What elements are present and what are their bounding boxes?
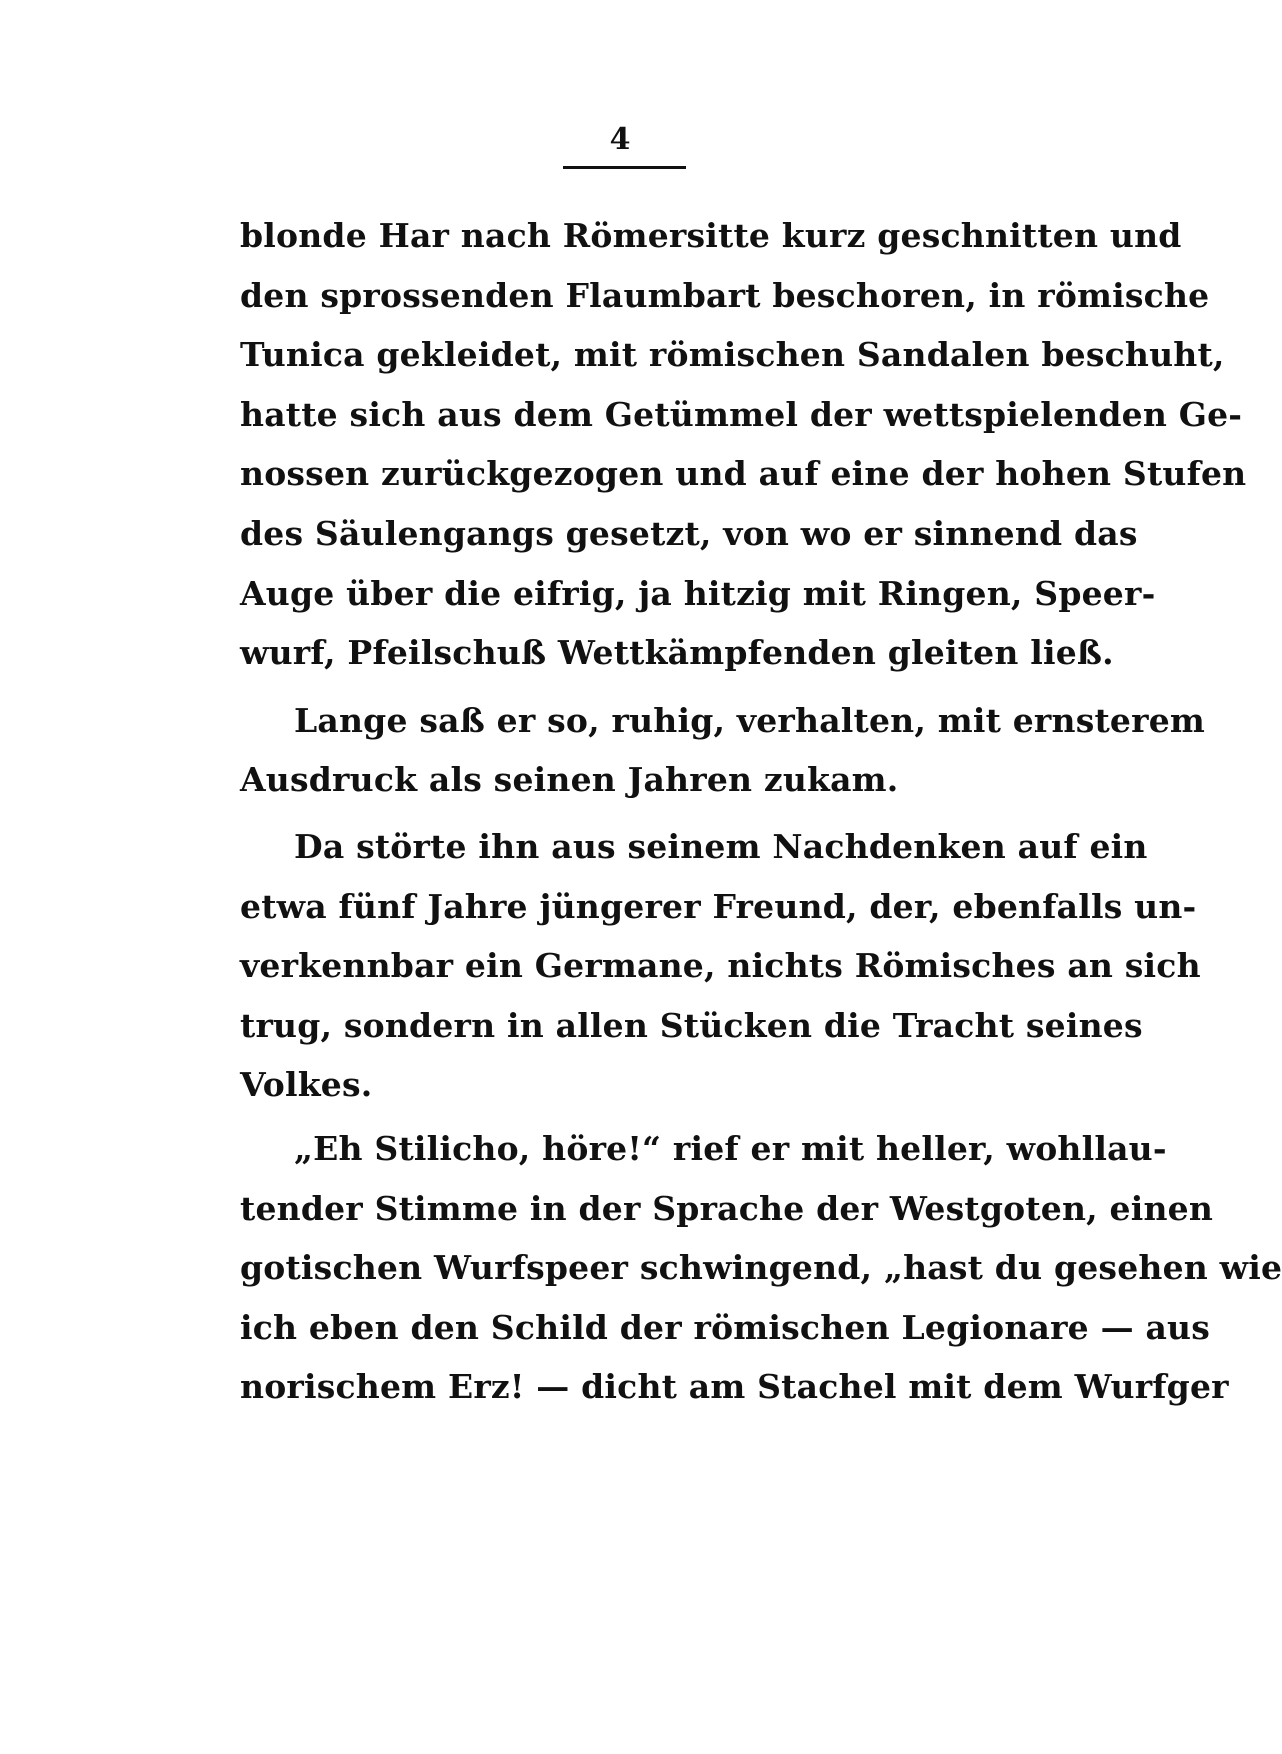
text-line: trug, sondern in allen Stücken die Tracht seines [240,1005,1143,1045]
text-line: Lange saß er so, ruhig, verhalten, mit ernsterem [294,700,1206,740]
paragraph [240,1119,1282,1417]
text-line: verkennbar ein Germane, nichts Römisches an sich [240,946,1201,986]
text-line: norischem Erz! — dicht am Stachel mit dem Wurfger [240,1367,1229,1407]
text-line: gotischen Wurfspeer schwingend, „hast du gesehen wie [240,1248,1282,1288]
paragraph [240,206,1247,683]
text-line: wurf, Pfeilschuß Wettkämpfenden gleiten ließ. [240,633,1114,673]
text-line: „Eh Stilicho, höre!“ rief er mit heller, wohllau- [294,1128,1167,1168]
text-line: Auge über die eifrig, ja hitzig mit Ringen, Speer- [240,573,1156,613]
text-line: etwa fünf Jahre jüngerer Freund, der, ebenfalls un- [240,886,1197,926]
paragraph [240,691,1206,810]
text-line: Tunica gekleidet, mit römischen Sandalen beschuht, [240,335,1225,375]
text-line: Da störte ihn aus seinem Nachdenken auf ein [294,826,1148,866]
text-line: den sprossenden Flaumbart beschoren, in römische [240,275,1210,315]
text-line: des Säulengangs gesetzt, von wo er sinnend das [240,513,1138,553]
text-line: Volkes. [240,1065,373,1105]
header-rule [563,166,686,169]
body-text [240,206,1282,1417]
text-line: tender Stimme in der Sprache der Westgoten, einen [240,1188,1214,1228]
text-line: ich eben den Schild der römischen Legionare — aus [240,1307,1211,1347]
text-line: blonde Har nach Römersitte kurz geschnitten und [240,216,1182,255]
paragraph [240,817,1201,1115]
text-line: Ausdruck als seinen Jahren zukam. [240,760,899,800]
page-number: 4 [609,122,631,157]
text-line: nossen zurückgezogen und auf eine der hohen Stufen [240,454,1247,494]
text-line: hatte sich aus dem Getümmel der wettspielenden Ge- [240,394,1243,434]
